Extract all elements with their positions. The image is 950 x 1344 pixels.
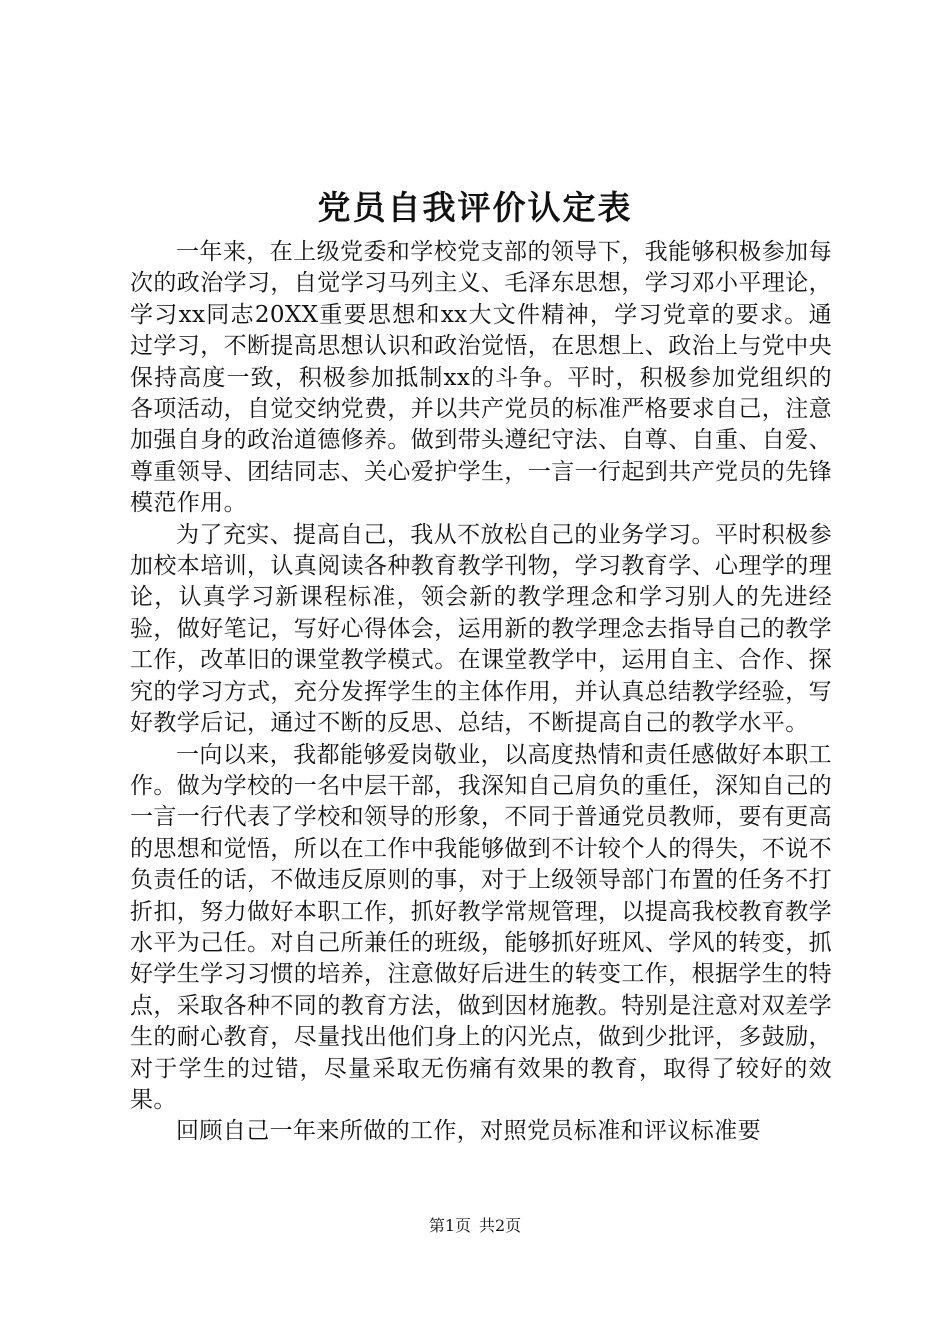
- paragraph: 回顾自己一年来所做的工作，对照党员标准和评议标准要: [176, 1118, 761, 1145]
- page-total: 共2页: [479, 1216, 522, 1235]
- page-footer: [0, 1214, 950, 1238]
- document-title: 党员自我评价认定表: [317, 188, 633, 227]
- paragraph: 为了充实、提高自己，我从不放松自己的业务学习。平时积极参加校本培训，认真阅读各种教育教学刊物，学习教育学、心理学的理论，认真学习新课程标准，领会新的教学理念和学习别人的先进经验，做好笔记，写好心得体会，运用新的教学理念去指导自己的教学工作，改革旧的课堂教学模式。在课堂教学中，运用自主、合作、探究的学习方式，充分发挥学生的主体作用，并认真总结教学经验，写好教学后记，通过不断的反思、总结，不断提高自己的教学水平。: [130, 521, 832, 737]
- page-number: 第1页: [428, 1216, 471, 1235]
- paragraph: 一年来，在上级党委和学校党支部的领导下，我能够积极参加每次的政治学习，自觉学习马列主义、毛泽东思想，学习邓小平理论，学习xx同志20XX重要思想和xx大文件精神，学习党章的要求。通过学习，不断提高思想认识和政治觉悟，在思想上、政治上与党中央保持高度一致，积极参加抵制xx的斗争。平时，积极参加党组织的各项活动，自觉交纳党费，并以共产党员的标准严格要求自己，注意加强自身的政治道德修养。做到带头遵纪守法、自尊、自重、自爱、尊重领导、团结同志、关心爱护学生，一言一行起到共产党员的先锋模范作用。: [130, 239, 832, 517]
- paragraph: 一向以来，我都能够爱岗敬业，以高度热情和责任感做好本职工作。做为学校的一名中层干部，我深知自己肩负的重任，深知自己的一言一行代表了学校和领导的形象，不同于普通党员教师，要有更高的思想和觉悟，所以在工作中我能够做到不计较个人的得失，不说不负责任的话，不做违反原则的事，对于上级领导部门布置的任务不打折扣，努力做好本职工作，抓好教学常规管理，以提高我校教育教学水平为己任。对自己所兼任的班级，能够抓好班风、学风的转变，抓好学生学习习惯的培养，注意做好后进生的转变工作，根据学生的特点，采取各种不同的教育方法，做到因材施教。特别是注意对双差学生的耐心教育，尽量找出他们身上的闪光点，做到少批评，多鼓励，对于学生的过错，尽量采取无伤痛有效果的教育，取得了较好的效果。: [130, 741, 832, 1113]
- document-body: [130, 237, 832, 1148]
